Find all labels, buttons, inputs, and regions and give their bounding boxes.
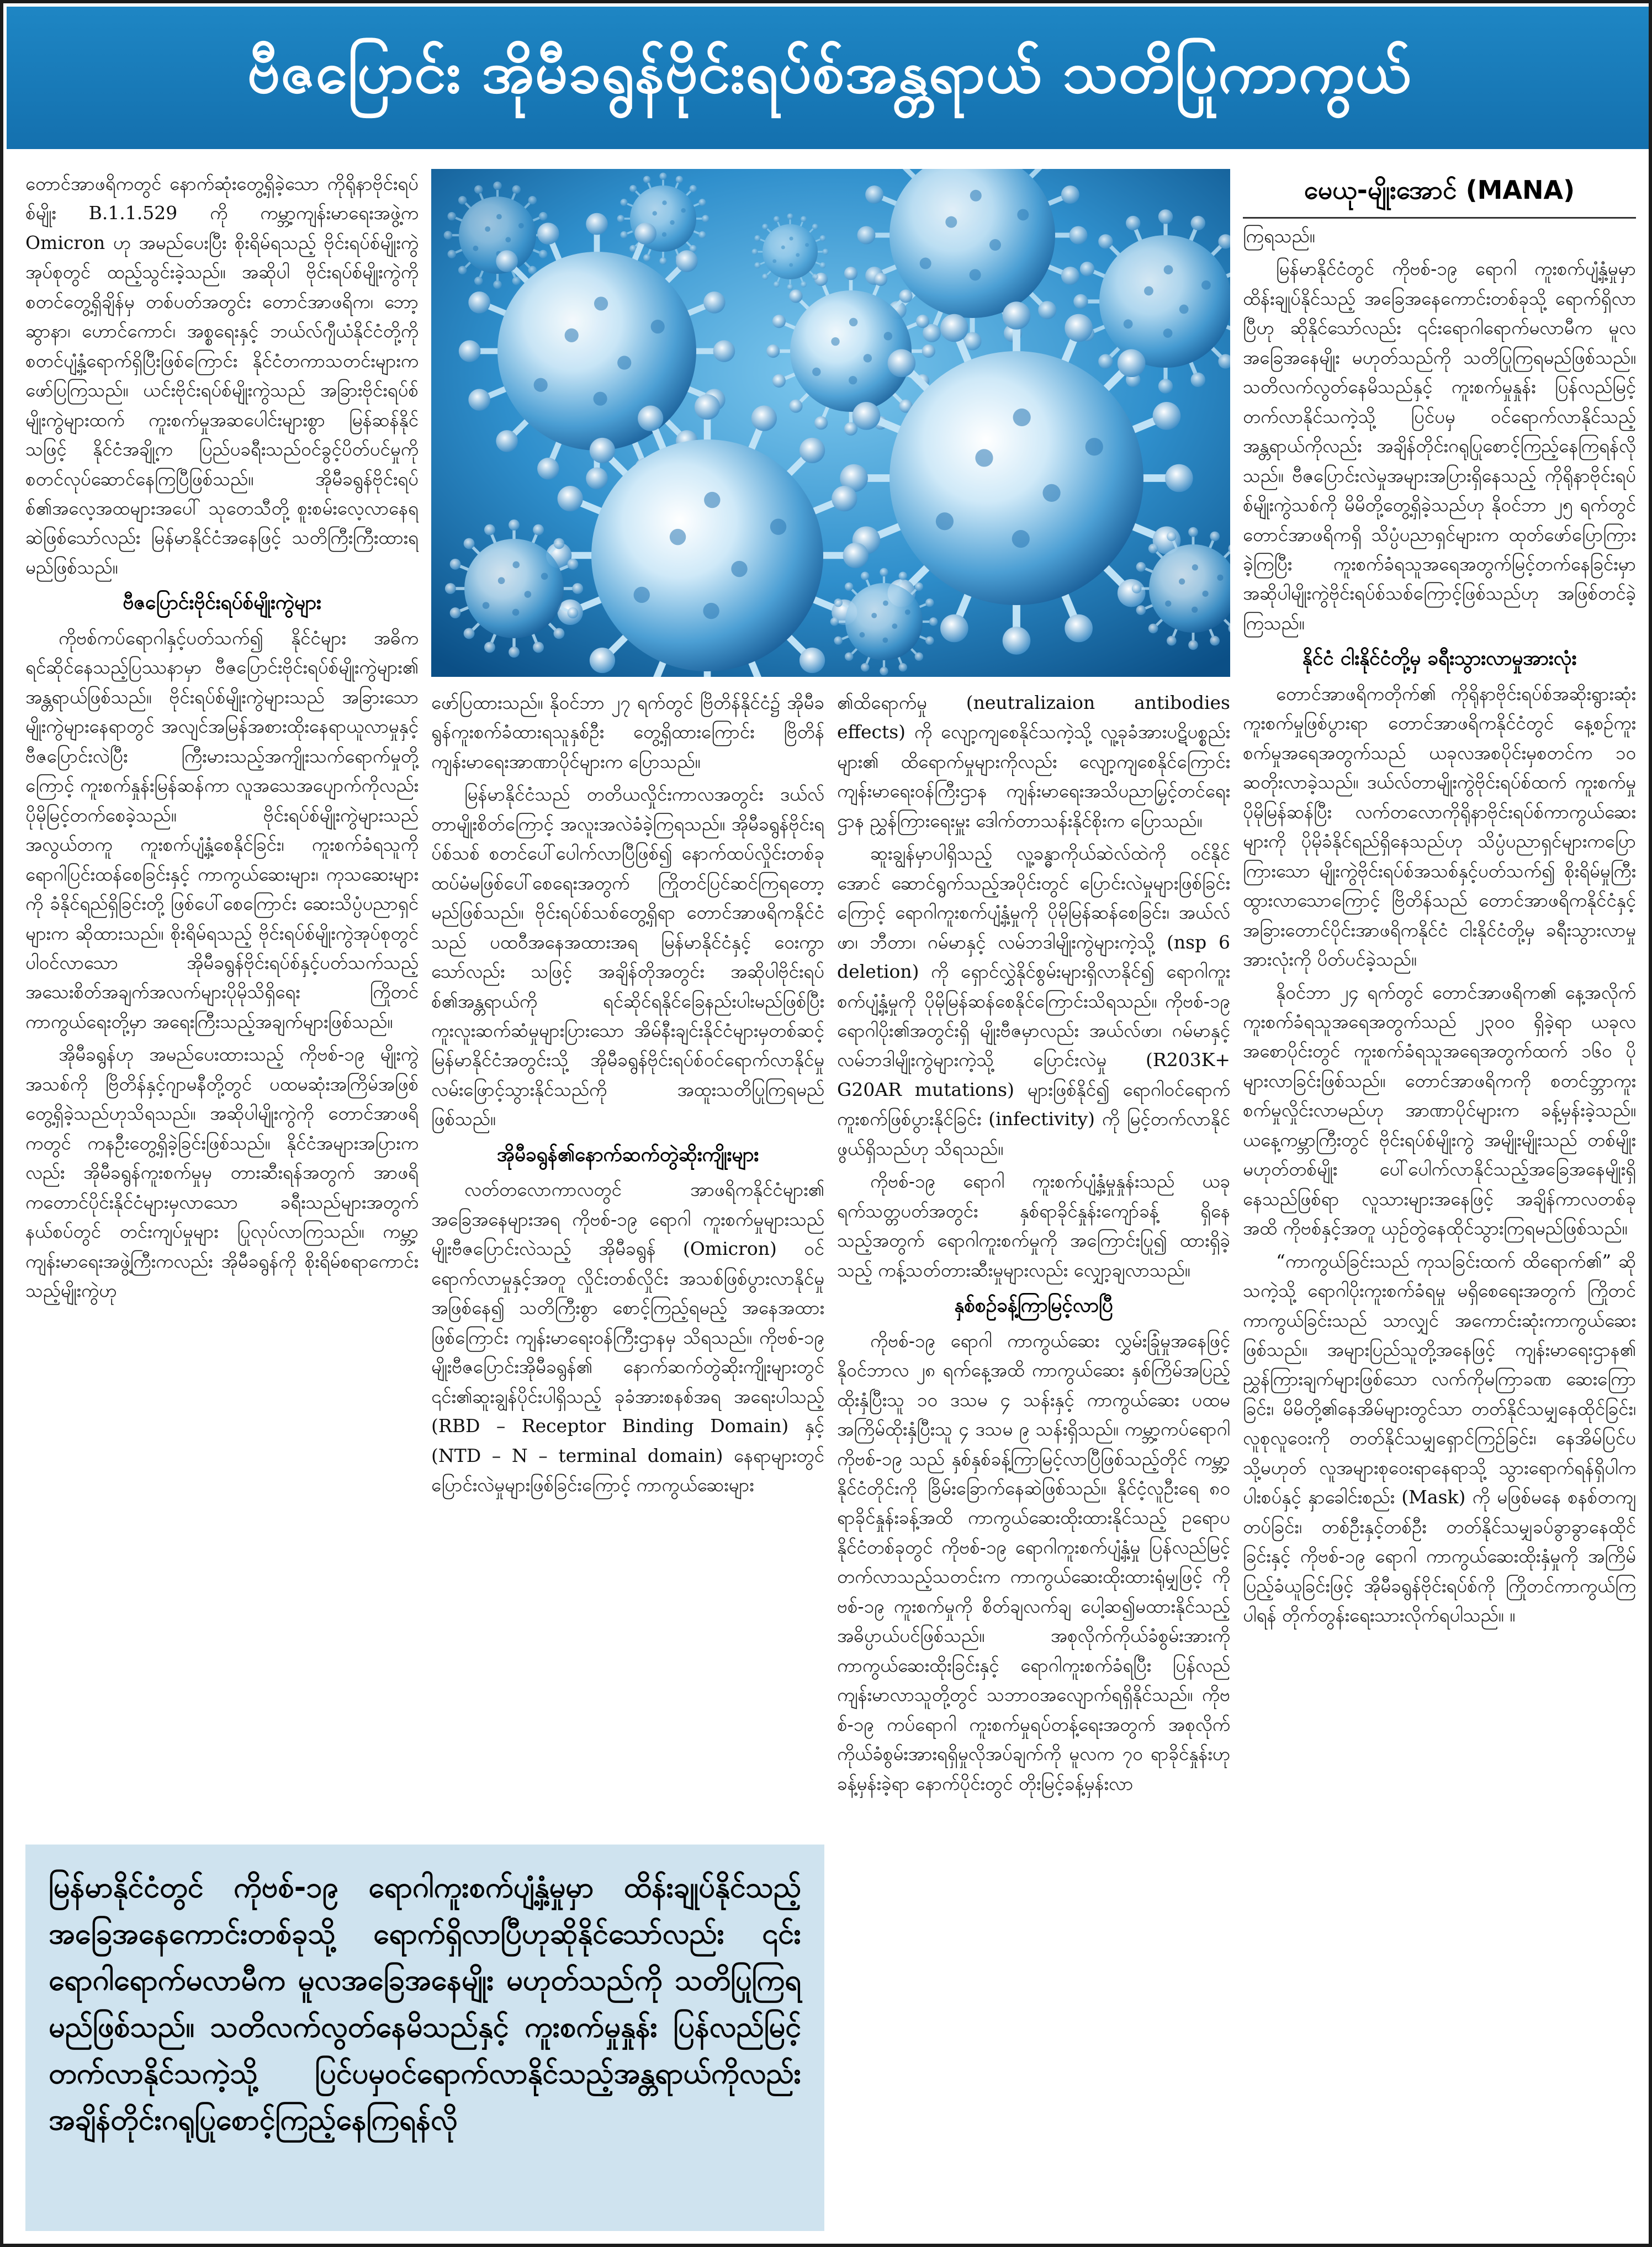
pull-quote-box	[25, 1845, 824, 2231]
article-column-4	[1243, 221, 1636, 2231]
pull-quote: မြန်မာနိုင်ငံတွင် ကိုဗစ်-၁၉ ရောဂါကူးစက်ပျံ့နှံ့မှုမှာ ထိန်းချုပ်နိုင်သည့် အခြေအနေကောင်းတစ်ခုသို့ ရောက်ရှိလာပြီဟုဆိုနိုင်သော်လည်း ၎င်းရောဂါရောက်မလာမီက မူလအခြေအနေမျိုး မဟုတ်သည်ကို သတိပြုကြရမည်ဖြစ်သည်။ သတိလက်လွတ်နေမိသည်နှင့် ကူးစက်မှုနှုန်း ပြန်လည်မြင့်တက်လာနိုင်သကဲ့သို့ ပြင်ပမှဝင်ရောက်လာနိုင်သည့်အန္တရာယ်ကိုလည်း အချိန်တိုင်းဂရုပြုစောင့်ကြည့်နေကြရန်လို	[49, 1871, 801, 2137]
paragraph: ဖော်ပြထားသည်။ နိုဝင်ဘာ ၂၇ ရက်တွင် ဗြိတိန်နိုင်ငံ၌ အိုမီခရွန်ကူးစက်ခံထားရသူနှစ်ဦး တွေ့ရှိထားကြောင်း ဗြိတိန်ကျန်းမာရေးအာဏာပိုင်များက ပြောသည်။	[431, 692, 824, 772]
paragraph: ကြရသည်။	[1243, 225, 1315, 247]
subheading: နှစ်စဉ်ခန့်ကြာမြင့်လာပြီ	[954, 1295, 1113, 1317]
subheading: ဗီဇပြောင်းဗိုင်းရပ်စ်မျိုးကွဲများ	[123, 592, 321, 614]
virus-illustration	[431, 169, 1230, 677]
article-column-1	[25, 169, 419, 1833]
virus-particle-icon	[445, 520, 583, 658]
paragraph: မြန်မာနိုင်ငံသည် တတိယလှိုင်းကာလအတွင်း ဒယ်လ်တာမျိုးစိတ်ကြောင့် အလူးအလဲခံခဲ့ကြရသည်။ အိုမီခရွန်ဗိုင်းရပ်စ်သစ် စတင်ပေါ်ပေါက်လာပြီဖြစ်၍ နောက်ထပ်လှိုင်းတစ်ခု ထပ်မံမဖြစ်ပေါ်စေရေးအတွက် ကြိုတင်ပြင်ဆင်ကြရတော့မည်ဖြစ်သည်။ ဗိုင်းရပ်စ်သစ်တွေ့ရှိရာ တောင်အာဖရိကနိုင်ငံသည် ပထဝီအနေအထားအရ မြန်မာနိုင်ငံနှင့် ဝေးကွာသော်လည်း သဖြင့် အချိန်တိုအတွင်း အဆိုပါဗိုင်းရပ်စ်၏အန္တရာယ်ကို ရင်ဆိုင်ရနိုင်ခြေနည်းပါးမည်ဖြစ်ပြီး ကူးလူးဆက်ဆံမှုများပြားသော အိမ်နီးချင်းနိုင်ငံများမှတစ်ဆင့် မြန်မာနိုင်ငံအတွင်းသို့ အိုမီခရွန်ဗိုင်းရပ်စ်ဝင်ရောက်လာနိုင်မှု လမ်းဖြောင့်သွားနိုင်သည်ကို အထူးသတိပြုကြရမည်ဖြစ်သည်။	[431, 783, 824, 1130]
subheading: နိုင်ငံ ငါးနိုင်ငံတို့မှ ခရီးသွားလာမှုအားလုံး	[1302, 648, 1577, 670]
paragraph: တောင်အာဖရိကတွင် နောက်ဆုံးတွေ့ရှိခဲ့သော ကိုရိုနာဗိုင်းရပ်စ်မျိုး B.1.1.529 ကို ကမ္ဘာ့ကျန်းမာရေးအဖွဲ့က Omicron ဟု အမည်ပေးပြီး စိုးရိမ်ရသည့် ဗိုင်းရပ်စ်မျိုးကွဲအုပ်စုတွင် ထည့်သွင်းခဲ့သည်။ အဆိုပါ ဗိုင်းရပ်စ်မျိုးကွဲကို စတင်တွေ့ရှိချိန်မှ တစ်ပတ်အတွင်း တောင်အာဖရိက၊ ဘော့ဆွာနာ၊ ဟောင်ကောင်၊ အစ္စရေးနှင့် ဘယ်လ်ဂျီယံနိုင်ငံတို့ကို စတင်ပျံ့နှံ့ရောက်ရှိပြီးဖြစ်ကြောင်း နိုင်ငံတကာသတင်းများက ဖော်ပြကြသည်။ ယင်းဗိုင်းရပ်စ်မျိုးကွဲသည် အခြားဗိုင်းရပ်စ်မျိုးကွဲများထက် ကူးစက်မှုအဆပေါင်းများစွာ မြန်ဆန်နိုင်သဖြင့် နိုင်ငံအချို့က ပြည်ပခရီးသည်ဝင်ခွင့်ပိတ်ပင်မှုကို စတင်လုပ်ဆောင်နေကြပြီဖြစ်သည်။ အိုမီခရွန်ဗိုင်းရပ်စ်၏အလေ့အထများအပေါ် သုတေသီတို့ စူးစမ်းလေ့လာနေရဆဲဖြစ်သော်လည်း မြန်မာနိုင်ငံအနေဖြင့် သတိကြီးကြီးထားရမည်ဖြစ်သည်။	[25, 173, 419, 578]
paragraph: ကိုဗစ်-၁၉ ရောဂါ ကာကွယ်ဆေး လွှမ်းခြုံမှုအနေဖြင့် နိုဝင်ဘာလ ၂၈ ရက်နေ့အထိ ကာကွယ်ဆေး နှစ်ကြိမ်အပြည့်ထိုးနှံပြီးသူ ၁၀ ဒသမ ၄ သန်းနှင့် ကာကွယ်ဆေး ပထမအကြိမ်ထိုးနှံပြီးသူ ၄ ဒသမ ၉ သန်းရှိသည်။ ကမ္ဘာ့ကပ်ရောဂါ ကိုဗစ်-၁၉ သည် နှစ်နှစ်ခန့်ကြာမြင့်လာပြီဖြစ်သည့်တိုင် ကမ္ဘာ့နိုင်ငံတိုင်းကို ခြိမ်းခြောက်နေဆဲဖြစ်သည်။ နိုင်ငံ့လူဦးရေ ၈၀ ရာခိုင်နှုန်းခန့်အထိ ကာကွယ်ဆေးထိုးထားနိုင်သည့် ဥရောပနိုင်ငံတစ်ခုတွင် ကိုဗစ်-၁၉ ရောဂါကူးစက်ပျံ့နှံ့မှု ပြန်လည်မြင့်တက်လာသည့်သတင်းက ကာကွယ်ဆေးထိုးထားရုံမျှဖြင့် ကိုဗစ်-၁၉ ကူးစက်မှုကို စိတ်ချလက်ချ ပေါ့ဆ၍မထားနိုင်သည့် အဓိပ္ပာယ်ပင်ဖြစ်သည်။ အစုလိုက်ကိုယ်ခံစွမ်းအားကို ကာကွယ်ဆေးထိုးခြင်းနှင့် ရောဂါကူးစက်ခံရပြီး ပြန်လည်ကျန်းမာလာသူတို့တွင် သဘာဝအလျောက်ရရှိနိုင်သည်။ ကိုဗစ်-၁၉ ကပ်ရောဂါ ကူးစက်မှုရပ်တန့်ရေးအတွက် အစုလိုက်ကိုယ်ခံစွမ်းအားရရှိမှုလိုအပ်ချက်ကို မူလက ၇၀ ရာခိုင်နှုန်းဟု ခန့်မှန်းခဲ့ရာ နောက်ပိုင်းတွင် တိုးမြင့်ခန့်မှန်းလာ	[837, 1329, 1230, 1794]
paragraph: မြန်မာနိုင်ငံတွင် ကိုဗစ်-၁၉ ရောဂါ ကူးစက်ပျံ့နှံ့မှုမှာ ထိန်းချုပ်နိုင်သည့် အခြေအနေကောင်းတစ်ခုသို့ ရောက်ရှိလာပြီဟု ဆိုနိုင်သော်လည်း ၎င်းရောဂါရောက်မလာမီက မူလအခြေအနေမျိုး မဟုတ်သည်ကို သတိပြုကြရမည်ဖြစ်သည်။ သတိလက်လွတ်နေမိသည်နှင့် ကူးစက်မှုနှုန်း ပြန်လည်မြင့်တက်လာနိုင်သကဲ့သို့ ပြင်ပမှ ဝင်ရောက်လာနိုင်သည့်အန္တရာယ်ကိုလည်း အချိန်တိုင်းဂရုပြုစောင့်ကြည့်နေကြရန်လိုသည်။ ဗီဇပြောင်းလဲမှုအများအပြားရှိနေသည့် ကိုရိုနာဗိုင်းရပ်စ်မျိုးကွဲသစ်ကို မိမိတို့တွေ့ရှိခဲ့သည်ဟု နိုဝင်ဘာ ၂၅ ရက်တွင် တောင်အာဖရိကရှိ သိပ္ပံပညာရှင်များက ထုတ်ဖော်ပြောကြားခဲ့ကြပြီး ကူးစက်ခံရသူအရေအတွက်မြင့်တက်နေခြင်းမှာ အဆိုပါမျိုးကွဲဗိုင်းရပ်စ်သစ်ကြောင့်ဖြစ်သည်ဟု အဖြစ်တင်ခဲ့ကြသည်။	[1243, 258, 1636, 634]
paragraph: ကိုဗစ်ကပ်ရောဂါနှင့်ပတ်သက်၍ နိုင်ငံများ အဓိကရင်ဆိုင်နေသည့်ပြဿနာမှာ ဗီဇပြောင်းဗိုင်းရပ်စ်မျိုးကွဲများ၏ အန္တရာယ်ဖြစ်သည်။ ဗိုင်းရပ်စ်မျိုးကွဲများသည် အခြားသောမျိုးကွဲများနေရာတွင် အလျင်အမြန်အစားထိုးနေရာယူလာမှုနှင့် ဗီဇပြောင်းလဲပြီး ကြီးမားသည့်အကျိုးသက်ရောက်မှုတို့ကြောင့် ကူးစက်နှုန်းမြန်ဆန်ကာ လူအသေအပျောက်ကိုလည်း ပိုမိုမြင့်တက်စေခဲ့သည်။ ဗိုင်းရပ်စ်မျိုးကွဲများသည် အလွယ်တကူ ကူးစက်ပျံ့နှံ့စေနိုင်ခြင်း၊ ကူးစက်ခံရသူကို ရောဂါပြင်းထန်စေခြင်းနှင့် ကာကွယ်ဆေးများ၊ ကုသဆေးများကို ခံနိုင်ရည်ရှိခြင်းတို့ ဖြစ်ပေါ်စေကြောင်း ဆေးသိပ္ပံပညာရှင်များက ဆိုထားသည်။ စိုးရိမ်ရသည့် ဗိုင်းရပ်စ်မျိုးကွဲအုပ်စုတွင် ပါဝင်လာသော အိုမီခရွန်ဗိုင်းရပ်စ်နှင့်ပတ်သက်သည့် အသေးစိတ်အချက်အလက်များပိုမိုသိရှိရေး ကြိုတင်ကာကွယ်ရေးတို့မှာ အရေးကြီးသည့်အချက်များဖြစ်သည်။	[25, 627, 419, 1032]
paragraph: တောင်အာဖရိကတိုက်၏ ကိုရိုနာဗိုင်းရပ်စ်အဆိုးရွားဆုံးကူးစက်မှုဖြစ်ပွားရာ တောင်အာဖရိကနိုင်ငံတွင် နေ့စဉ်ကူးစက်မှုအရေအတွက်သည် ယခုလအစပိုင်းမှစတင်က ၁၀ ဆတိုးလာခဲ့သည်။ ဒယ်လ်တာမျိုးကွဲဗိုင်းရပ်စ်ထက် ကူးစက်မှု ပိုမိုမြန်ဆန်ပြီး လက်တလောကိုရိုနာဗိုင်းရပ်စ်ကာကွယ်ဆေးများကို ပိုမိုခံနိုင်ရည်ရှိနေသည်ဟု သိပ္ပံပညာရှင်များကပြောကြားသော မျိုးကွဲဗိုင်းရပ်စ်အသစ်နှင့်ပတ်သက်၍ စိုးရိမ်မှုကြီးထွားလာသောကြောင့် ဗြိတိန်သည် တောင်အာဖရိကနိုင်ငံနှင့် အခြားတောင်ပိုင်းအာဖရိကနိုင်ငံ ငါးနိုင်ငံတို့မှ ခရီးသွားလာမှုအားလုံးကို ပိတ်ပင်ခဲ့သည်။	[1243, 683, 1636, 971]
article-column-3	[837, 688, 1230, 2228]
virus-illustration-image	[431, 169, 1230, 677]
headline-banner	[7, 7, 1652, 149]
paragraph: လတ်တလောကာလတွင် အာဖရိကနိုင်ငံများ၏ အခြေအနေများအရ ကိုဗစ်-၁၉ ရောဂါ ကူးစက်မှုများသည် မျိုးဗီဇပြောင်းလဲသည့် အိုမီခရွန် (Omicron) ဝင်ရောက်လာမှုနှင့်အတူ လှိုင်းတစ်လှိုင်း အသစ်ဖြစ်ပွားလာနိုင်မှု အဖြစ်နေ၍ သတိကြီးစွာ စောင့်ကြည့်ရမည့် အနေအထားဖြစ်ကြောင်း ကျန်းမာရေးဝန်ကြီးဌာနမှ သိရသည်။ ကိုဗစ်-၁၉ မျိုးဗီဇပြောင်းအိုမီခရွန်၏ နောက်ဆက်တွဲဆိုးကျိုးများတွင် ၎င်း၏ဆူးချွန်ပိုင်းပါရှိသည့် ခုခံအားစနစ်အရ အရေးပါသည့် (RBD – Receptor Binding Domain) နှင့် (NTD – N – terminal domain) နေရာများတွင် ပြောင်းလဲမှုများဖြစ်ခြင်းကြောင့် ကာကွယ်ဆေးများ	[431, 1179, 824, 1496]
byline	[1243, 169, 1636, 219]
author-name: မေယု-မျိုးအောင် (MANA)	[1304, 175, 1575, 205]
paragraph: ဆူးချွန်မှာပါရှိသည့် လူ့ခန္ဓာကိုယ်ဆဲလ်ထဲကို ဝင်နိုင်အောင် ဆောင်ရွက်သည့်အပိုင်းတွင် ပြောင်းလဲမှုများဖြစ်ခြင်းကြောင့် ရောဂါကူးစက်ပျံ့နှံ့မှုကို ပိုမိုမြန်ဆန်စေခြင်း၊ အယ်လ်ဖာ၊ ဘီတာ၊ ဂမ်မာနှင့် လမ်ဘဒါမျိုးကွဲများကဲ့သို့ (nsp 6 deletion) ကို ရှောင်လွှဲနိုင်စွမ်းများရှိလာနိုင်၍ ရောဂါကူးစက်ပျံ့နှံ့မှုကို ပိုမိုမြန်ဆန်စေနိုင်ကြောင်းသိရသည်။ ကိုဗစ်-၁၉ ရောဂါပိုး၏အတွင်းရှိ မျိုးဗီဇမှာလည်း အယ်လ်ဖာ၊ ဂမ်မာနှင့် လမ်ဘဒါမျိုးကွဲများကဲ့သို့ ပြောင်းလဲမှု (R203K+ G20AR mutations) များဖြစ်နိုင်၍ ရောဂါဝင်ရောက်ကူးစက်ဖြစ်ပွားနိုင်ခြင်း (infectivity) ကို မြင့်တက်လာနိုင်ဖွယ်ရှိသည်ဟု သိရသည်။	[837, 842, 1230, 1159]
paragraph: “ကာကွယ်ခြင်းသည် ကုသခြင်းထက် ထိရောက်၏” ဆိုသကဲ့သို့ ရောဂါပိုးကူးစက်ခံရမှု မရှိစေရေးအတွက် ကြိုတင်ကာကွယ်ခြင်းသည် သာလျှင် အကောင်းဆုံးကာကွယ်ဆေးဖြစ်သည်။ အများပြည်သူတို့အနေဖြင့် ကျန်းမာရေးဌာန၏ ညွှန်ကြားချက်များဖြစ်သော လက်ကိုမကြာခဏ ဆေးကြောခြင်း၊ မိမိတို့၏နေအိမ်များတွင်သာ တတ်နိုင်သမျှနေထိုင်ခြင်း၊ လူစုလူဝေးကို တတ်နိုင်သမျှရှောင်ကြဉ်ခြင်း၊ နေအိမ်ပြင်ပ သို့မဟုတ် လူအများစုဝေးရာနေရာသို့ သွားရောက်ရန်ရှိပါက ပါးစပ်နှင့် နှာခေါင်းစည်း (Mask) ကို မဖြစ်မနေ စနစ်တကျတပ်ခြင်း၊ တစ်ဦးနှင့်တစ်ဦး တတ်နိုင်သမျှခပ်ခွာခွာနေထိုင်ခြင်းနှင့် ကိုဗစ်-၁၉ ရောဂါ ကာကွယ်ဆေးထိုးနှံမှုကို အကြိမ်ပြည့်ခံယူခြင်းဖြင့် အိုမီခရွန်ဗိုင်းရပ်စ်ကို ကြိုတင်ကာကွယ်ကြပါရန် တိုက်တွန်းရေးသားလိုက်ရပါသည်။ ။	[1243, 1250, 1636, 1626]
virus-particle-icon	[617, 173, 709, 265]
virus-particle-icon	[830, 568, 938, 676]
paragraph: ၏ထိရောက်မှု (neutralizaion antibodies effects) ကို လျော့ကျစေနိုင်သကဲ့သို့ လူ့ခုခံအားပဋိပစ္စည်းများ၏ ထိရောက်မှုများကိုလည်း လျော့ကျစေနိုင်ကြောင်း ကျန်းမာရေးဝန်ကြီးဌာန ကျန်းမာရေးအသိပညာမြှင့်တင်ရေးဌာန ညွှန်ကြားရေးမှူး ဒေါက်တာသန်းနိုင်စိုးက ပြောသည်။	[837, 692, 1230, 831]
paragraph: အိုမီခရွန်ဟု အမည်ပေးထားသည့် ကိုဗစ်-၁၉ မျိုးကွဲအသစ်ကို ဗြိတိန်နှင့်ဂျာမနီတို့တွင် ပထမဆုံးအကြိမ်အဖြစ် တွေ့ရှိခဲ့သည်ဟုသိရသည်။ အဆိုပါမျိုးကွဲကို တောင်အာဖရိကတွင် ကနဦးတွေ့ရှိခဲ့ခြင်းဖြစ်သည်။ နိုင်ငံအများအပြားကလည်း အိုမီခရွန်ကူးစက်မှုမှ တားဆီးရန်အတွက် အာဖရိကတောင်ပိုင်းနိုင်ငံများမှလာသော ခရီးသည်များအတွက် နယ်စပ်တွင် တင်းကျပ်မှုများ ပြုလုပ်လာကြသည်။ ကမ္ဘာ့ကျန်းမာရေးအဖွဲ့ကြီးကလည်း အိုမီခရွန်ကို စိုးရိမ်စရာကောင်းသည့်မျိုးကွဲဟု	[25, 1043, 419, 1301]
virus-particle-icon	[752, 214, 829, 290]
headline: ဗီဇပြောင်း အိုမီခရွန်ဗိုင်းရပ်စ်အန္တရာယ် သတိပြုကာကွယ်	[247, 39, 1412, 106]
virus-particle-icon	[444, 182, 552, 289]
paragraph: နိုဝင်ဘာ ၂၄ ရက်တွင် တောင်အာဖရိက၏ နေ့အလိုက် ကူးစက်ခံရသူအရေအတွက်သည် ၂၃၀၀ ရှိခဲ့ရာ ယခုလအစောပိုင်းတွင် ကူးစက်ခံရသူအရေအတွက်ထက် ၁၆၀ ပိုများလာခြင်းဖြစ်သည်။ တောင်အာဖရိကကို စတင်ဘ္ဘာကူးစက်မှုလှိုင်းလာမည်ဟု အာဏာပိုင်များက ခန့်မှန်းခဲ့သည်။ ယနေ့ကမ္ဘာကြီးတွင် ဗိုင်းရပ်စ်မျိုးကွဲ အမျိုးမျိုးသည် တစ်မျိုးမဟုတ်တစ်မျိုး ပေါ်ပေါက်လာနိုင်သည့်အခြေအနေမျိုးရှိနေသည်ဖြစ်ရာ လူသားများအနေဖြင့် အချိန်ကာလတစ်ခုအထိ ကိုဗစ်နှင့်အတူ ယှဉ်တွဲနေထိုင်သွားကြရမည်ဖြစ်သည်။	[1243, 981, 1636, 1239]
subheading: အိုမီခရွန်၏နောက်ဆက်တွဲဆိုးကျိုးများ	[496, 1143, 759, 1166]
article-column-2	[431, 688, 824, 1836]
paragraph: ကိုဗစ်-၁၉ ရောဂါ ကူးစက်ပျံ့နှံ့မှုနှုန်းသည် ယခုရက်သတ္တပတ်အတွင်း နှစ်ရာခိုင်နှုန်းကျော်ခန့် ရှိနေသည့်အတွက် ရောဂါကူးစက်မှုကို အကြောင်းပြု၍ ထားရှိခဲ့သည့် ကန့်သတ်တားဆီးမှုများလည်း လျှော့ချလာသည်။	[837, 1170, 1230, 1281]
